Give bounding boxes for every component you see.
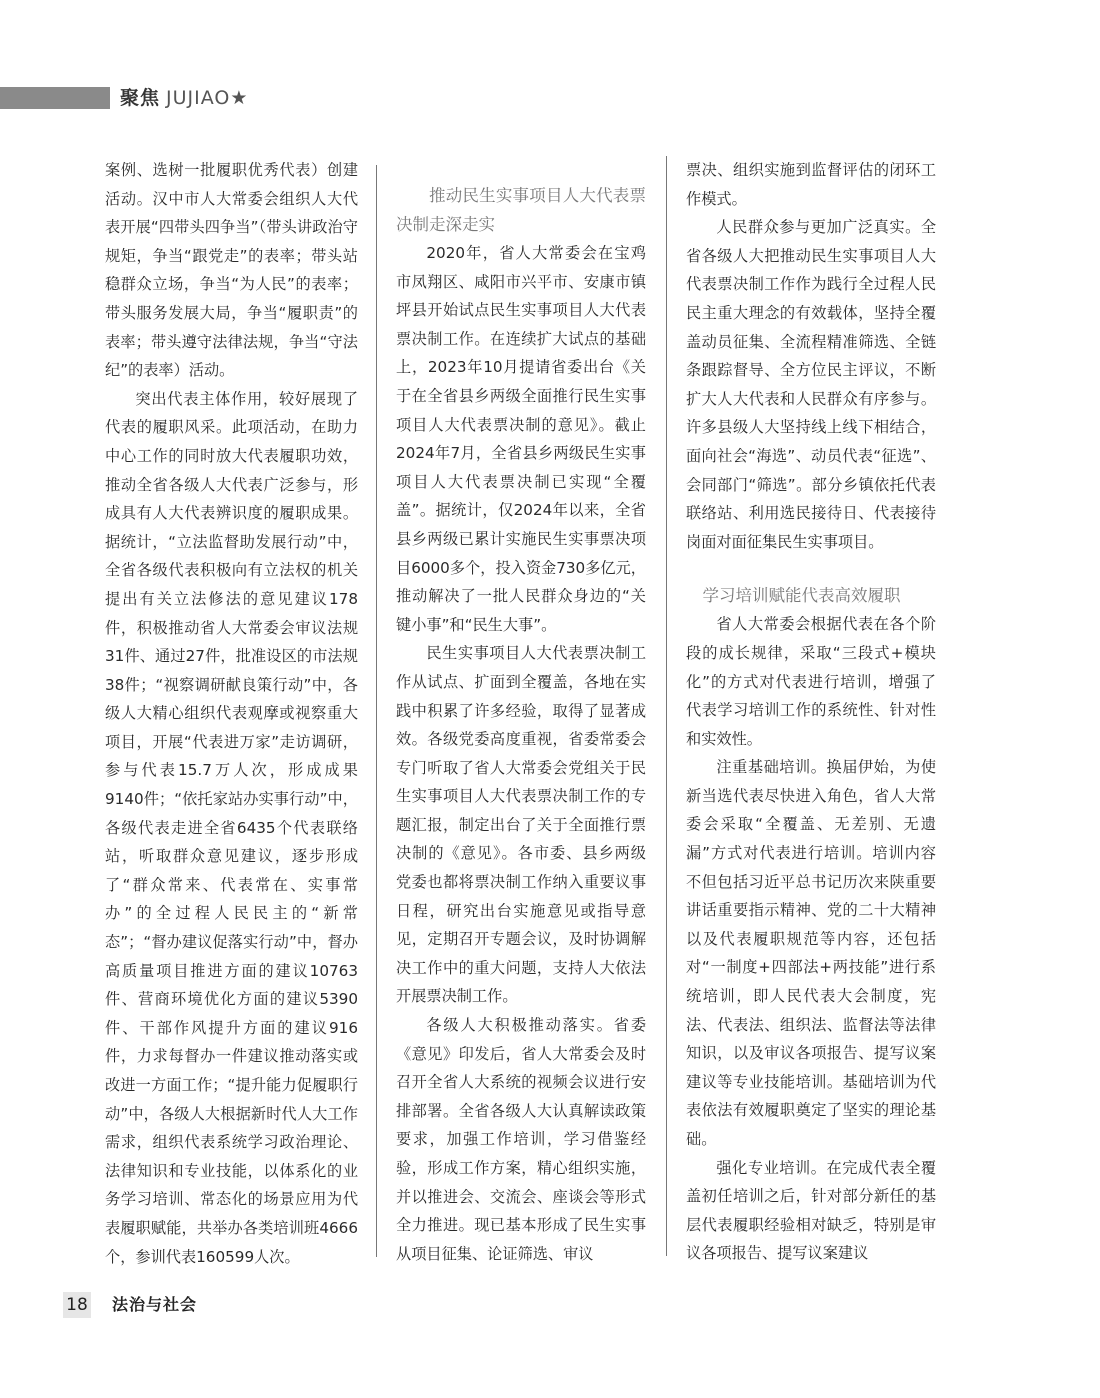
paragraph: 强化专业培训。在完成代表全覆盖初任培训之后，针对部分新任的基层代表履职经验相对缺乏，特别是审议各项报告、提写议案建议 — [686, 1158, 936, 1263]
paragraph: 民生实事项目人大代表票决制工作从试点、扩面到全覆盖，各地在实践中积累了许多经验，取得了显著成效。各级党委高度重视，省委常委会专门听取了省人大常委会党组关于民生实事项目人大代表票决制工作的专题汇报，制定出台了关于全面推行票决制的《意见》。各市委、县乡两级党委也都将票决制工作纳入重要议事日程，研究出台实施意见或指导意见，定期召开专题会议，及时协调解决工作中的重大问题，支持人大依法开展票决制工作。 — [396, 644, 646, 1006]
article-column-1 — [105, 156, 358, 1271]
page-number: 18 — [63, 1292, 91, 1318]
article-column-2 — [396, 156, 646, 1268]
section-heading: 推动民生实事项目人大代表票决制走深走实 — [396, 186, 646, 234]
section-title: 聚焦 — [120, 87, 161, 109]
paragraph: 各级人大积极推动落实。省委《意见》印发后，省人大常委会及时召开全省人大系统的视频会议进行安排部署。全省各级人大认真解读政策要求，加强工作培训，学习借鉴经验，形成工作方案，精心组织实施，并以推进会、交流会、座谈会等形式全力推进。现已基本形成了民生实事从项目征集、论证筛选、审议 — [396, 1016, 646, 1263]
article-column-3 — [686, 156, 936, 1268]
paragraph: 2020年，省人大常委会在宝鸡市凤翔区、咸阳市兴平市、安康市镇坪县开始试点民生实事项目人大代表票决制工作。在连续扩大试点的基础上，2023年10月提请省委出台《关于在全省县乡两级全面推行民生实事项目人大代表票决制的意见》。截止2024年7月，全省县乡两级民生实事项目人大代表票决制已实现“全覆盖”。据统计，仅2024年以来，全省县乡两级已累计实施民生实事票决项目6000多个，投入资金730多亿元，推动解决了一批人民群众身边的“关键小事”和“民生大事”。 — [396, 244, 646, 634]
paragraph: 省人大常委会根据代表在各个阶段的成长规律，采取“三段式+模块化”的方式对代表进行培训，增强了代表学习培训工作的系统性、针对性和实效性。 — [686, 615, 936, 748]
section-subtitle: JUJIAO★ — [166, 87, 249, 109]
column-divider — [376, 165, 377, 1257]
column-divider — [666, 156, 667, 1256]
paragraph: 票决、组织实施到监督评估的闭环工作模式。 — [686, 161, 936, 208]
section-heading: 学习培训赋能代表高效履职 — [702, 586, 901, 606]
paragraph: 突出代表主体作用，较好展现了代表的履职风采。此项活动，在助力中心工作的同时放大代表履职功效，推动全省各级人大代表广泛参与，形成具有人大代表辨识度的履职成果。据统计，“立法监督助发展行动”中，全省各级代表积极向有立法权的机关提出有关立法修法的意见建议178件，积极推动省人大常委会审议法规31件、通过27件，批准设区的市法规38件；“视察调研献良策行动”中，各级人大精心组织代表观摩或视察重大项目，开展“代表进万家”走访调研，参与代表15.7万人次，形成成果9140件；“依托家站办实事行动”中，各级代表走进全省6435个代表联络站，听取群众意见建议，逐步形成了“群众常来、代表常在、实事常办”的全过程人民民主的“新常态”；“督办建议促落实行动”中，督办高质量项目推进方面的建议10763件、营商环境优化方面的建议5390件、干部作风提升方面的建议916件，力求每督办一件建议推动落实或改进一方面工作；“提升能力促履职行动”中，各级人大根据新时代人大工作需求，组织代表系统学习政治理论、法律知识和专业技能，以体系化的业务学习培训、常态化的场景应用为代表履职赋能，共举办各类培训班4666个，参训代表160599人次。 — [105, 389, 358, 1266]
magazine-title: 法治与社会 — [112, 1295, 198, 1314]
paragraph: 案例、选树一批履职优秀代表）创建活动。汉中市人大常委会组织人大代表开展“四带头四争当”（带头讲政治守规矩，争当“跟党走”的表率；带头站稳群众立场，争当“为人民”的表率；带头服务发展大局，争当“履职责”的表率；带头遵守法律法规，争当“守法纪”的表率）活动。 — [105, 161, 358, 380]
paragraph: 注重基础培训。换届伊始，为使新当选代表尽快进入角色，省人大常委会采取“全覆盖、无差别、无遗漏”方式对代表进行培训。培训内容不但包括习近平总书记历次来陕重要讲话重要指示精神、党的二十大精神以及代表履职规范等内容，还包括对“一制度+四部法+两技能”进行系统培训，即人民代表大会制度，宪法、代表法、组织法、监督法等法律知识，以及审议各项报告、提写议案建议等专业技能培训。基础培训为代表依法有效履职奠定了坚实的理论基础。 — [686, 758, 936, 1148]
paragraph: 人民群众参与更加广泛真实。全省各级人大把推动民生实事项目人大代表票决制工作作为践行全过程人民民主重大理念的有效载体，坚持全覆盖动员征集、全流程精准筛选、全链条跟踪督导、全方位民主评议，不断扩大人大代表和人民群众有序参与。许多县级人大坚持线上线下相结合，面向社会“海选”、动员代表“征选”、会同部门“筛选”。部分乡镇依托代表联络站、利用选民接待日、代表接待岗面对面征集民生实事项目。 — [686, 218, 936, 551]
header-bar — [0, 87, 110, 109]
section-header — [120, 84, 248, 112]
